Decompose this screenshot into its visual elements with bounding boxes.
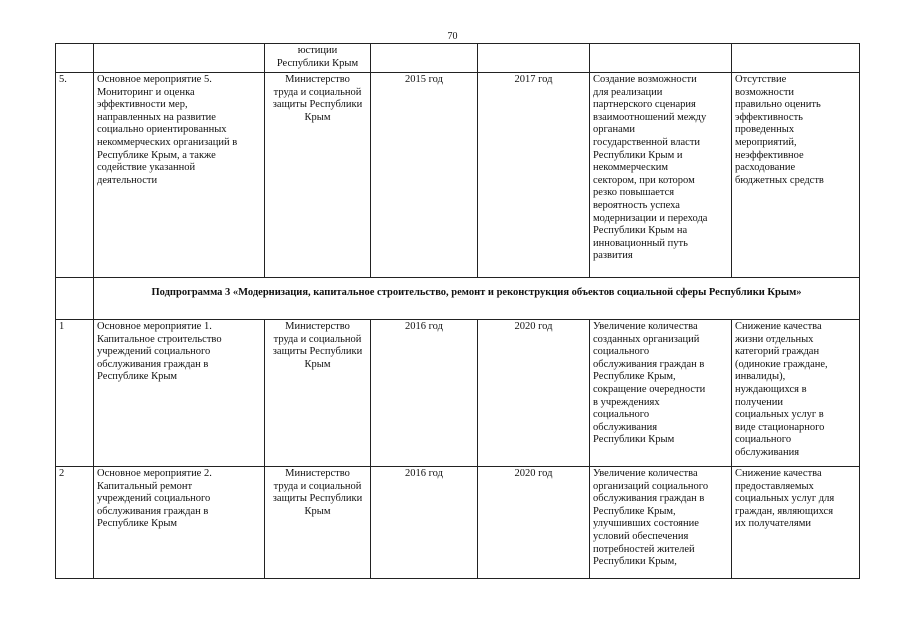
consequence: Снижение качества предоставляемых социальных услуг для граждан, являющихся их получателями [732, 467, 860, 579]
row-number: 5. [56, 73, 94, 278]
heading-spacer-cell [56, 278, 94, 320]
measure-title: Основное мероприятие 2. Капитальный ремонт учреждений социального обслуживания граждан в Республике Крым [94, 467, 265, 579]
measure-title: Основное мероприятие 5. Мониторинг и оценка эффективности мер, направленных на развитие социально ориентированных некоммерческих организаций в Республике Крым, а также содействие указанной деятельности [94, 73, 265, 278]
subprogram-heading: Подпрограмма 3 «Модернизация, капитальное строительство, ремонт и реконструкция объектов социальной сферы Республики Крым» [94, 278, 860, 320]
end-year: 2020 год [478, 320, 590, 467]
executor: юстиции Республики Крым [265, 44, 371, 73]
measure-title: Основное мероприятие 1. Капитальное строительство учреждений социального обслуживания граждан в Республике Крым [94, 320, 265, 467]
table-row-continuation [56, 44, 860, 73]
subprogram-heading-row [56, 278, 860, 320]
end-year: 2017 год [478, 73, 590, 278]
expected-result: Создание возможности для реализации партнерского сценария взаимоотношений между органами государственной власти Республики Крым и некоммерческим сектором, при котором резко повышается вероятность успеха модернизации и перехода Республики Крым на инновационный путь развития [590, 73, 732, 278]
executor: Министерство труда и социальной защиты Республики Крым [265, 73, 371, 278]
consequence [732, 44, 860, 73]
measures-table [55, 43, 860, 579]
row-number: 1 [56, 320, 94, 467]
start-year [371, 44, 478, 73]
expected-result [590, 44, 732, 73]
start-year: 2016 год [371, 467, 478, 579]
row-number [56, 44, 94, 73]
consequence: Снижение качества жизни отдельных категорий граждан (одинокие граждане, инвалиды), нуждающихся в получении социальных услуг в виде стационарного социального обслуживания [732, 320, 860, 467]
table-row-sub-1 [56, 320, 860, 467]
measure-title [94, 44, 265, 73]
start-year: 2015 год [371, 73, 478, 278]
expected-result: Увеличение количества организаций социального обслуживания граждан в Республике Крым, улучшивших состояние условий обеспечения потребностей жителей Республики Крым, [590, 467, 732, 579]
consequence: Отсутствие возможности правильно оценить эффективность проведенных мероприятий, неэффективное расходование бюджетных средств [732, 73, 860, 278]
table-row-5 [56, 73, 860, 278]
page-number: 70 [447, 31, 458, 42]
end-year [478, 44, 590, 73]
expected-result: Увеличение количества созданных организаций социального обслуживания граждан в Республике Крым, сокращение очередности в учреждениях социального обслуживания Республики Крым [590, 320, 732, 467]
table-row-sub-2 [56, 467, 860, 579]
executor: Министерство труда и социальной защиты Республики Крым [265, 467, 371, 579]
row-number: 2 [56, 467, 94, 579]
executor: Министерство труда и социальной защиты Республики Крым [265, 320, 371, 467]
end-year: 2020 год [478, 467, 590, 579]
start-year: 2016 год [371, 320, 478, 467]
